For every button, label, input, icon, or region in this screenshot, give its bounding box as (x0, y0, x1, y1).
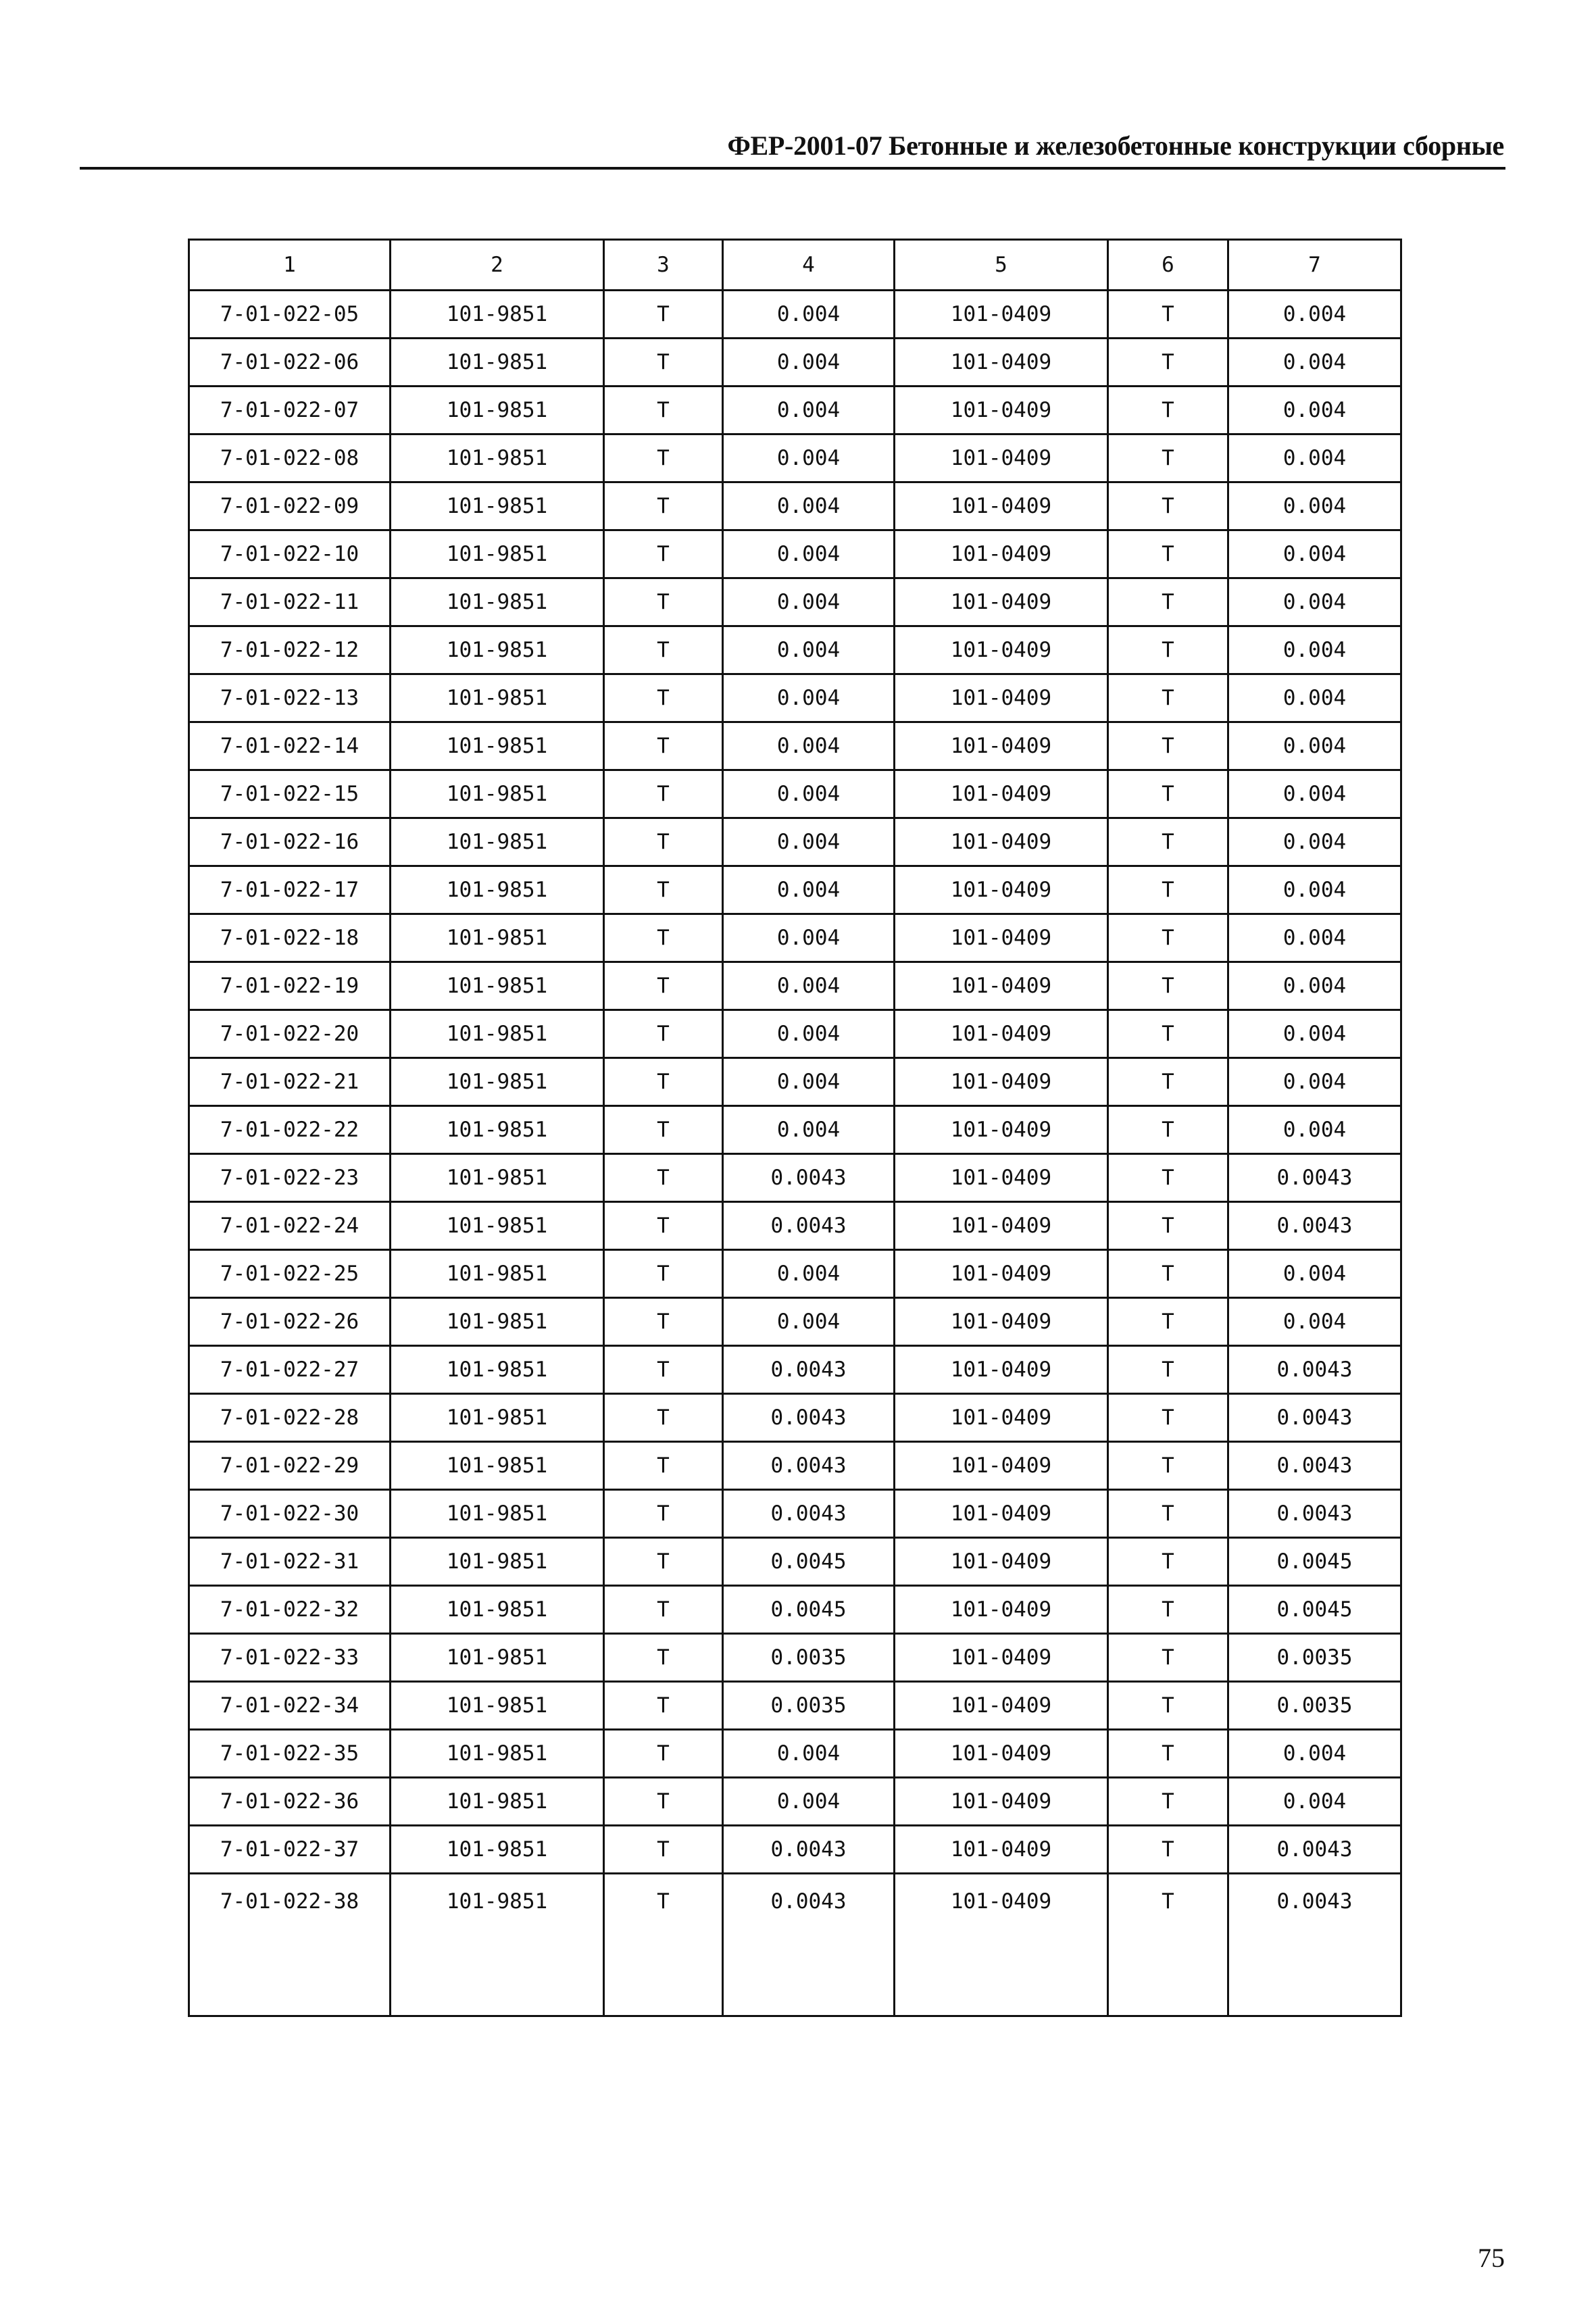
table-cell: Т (604, 962, 723, 1010)
table-cell: Т (604, 387, 723, 434)
table-cell: 7-01-022-15 (189, 770, 391, 818)
table-cell: Т (1108, 578, 1228, 626)
table-cell: 0.004 (723, 387, 895, 434)
table-row (189, 770, 1401, 818)
table-cell: 0.004 (1228, 291, 1401, 339)
table-cell: 0.004 (723, 1106, 895, 1154)
table-row (189, 291, 1401, 339)
table-cell: Т (604, 1874, 723, 2016)
table-cell: 101-9851 (391, 434, 604, 482)
table-cell: 0.004 (723, 1058, 895, 1106)
table-cell: 101-9851 (391, 674, 604, 722)
table-cell: 0.004 (723, 914, 895, 962)
table-cell: 7-01-022-12 (189, 626, 391, 674)
table-cell: Т (1108, 1490, 1228, 1538)
table-cell: Т (1108, 1394, 1228, 1442)
table-cell: 0.004 (1228, 578, 1401, 626)
table-cell: 101-9851 (391, 770, 604, 818)
table-cell: 0.004 (1228, 1106, 1401, 1154)
table-cell: 101-9851 (391, 1538, 604, 1586)
table-cell: Т (1108, 291, 1228, 339)
table-cell: Т (604, 914, 723, 962)
table-cell: 101-9851 (391, 578, 604, 626)
table-cell: 0.004 (1228, 339, 1401, 387)
table-cell: 101-0409 (895, 291, 1108, 339)
table-cell: Т (1108, 1538, 1228, 1586)
table-cell: 0.004 (723, 626, 895, 674)
table-cell: 0.004 (1228, 1058, 1401, 1106)
column-header: 4 (723, 240, 895, 291)
table-cell: 101-9851 (391, 482, 604, 530)
table-cell: Т (1108, 722, 1228, 770)
table-cell: 101-9851 (391, 1394, 604, 1442)
table-cell: 0.0043 (723, 1202, 895, 1250)
table-cell: 7-01-022-37 (189, 1826, 391, 1874)
table-cell: 0.004 (723, 1010, 895, 1058)
table-row (189, 1490, 1401, 1538)
table-cell: 0.004 (723, 1730, 895, 1778)
table-cell: 7-01-022-35 (189, 1730, 391, 1778)
table-row (189, 818, 1401, 866)
table-cell: 101-0409 (895, 1826, 1108, 1874)
table-cell: Т (1108, 530, 1228, 578)
table-cell: 0.0045 (1228, 1538, 1401, 1586)
table-cell: 0.0045 (723, 1538, 895, 1586)
table-cell: 101-0409 (895, 914, 1108, 962)
table-cell: 0.004 (1228, 674, 1401, 722)
table-cell: 0.004 (723, 482, 895, 530)
table-cell: Т (1108, 1442, 1228, 1490)
table-row (189, 387, 1401, 434)
table-cell: Т (604, 434, 723, 482)
table-cell: 101-9851 (391, 1874, 604, 2016)
table-cell: 0.004 (1228, 962, 1401, 1010)
table-cell: 101-9851 (391, 866, 604, 914)
table-cell: Т (604, 482, 723, 530)
table-cell: 101-9851 (391, 1298, 604, 1346)
table-cell: Т (1108, 1730, 1228, 1778)
table-cell: 0.0043 (1228, 1490, 1401, 1538)
table-cell: 101-0409 (895, 1250, 1108, 1298)
table-cell: 7-01-022-07 (189, 387, 391, 434)
page-number: 75 (1478, 2243, 1505, 2273)
table-cell: Т (604, 626, 723, 674)
page-header-title: ФЕР-2001-07 Бетонные и железобетонные конструкции сборные (727, 130, 1504, 161)
table-cell: 0.0043 (723, 1490, 895, 1538)
table-cell: 0.004 (723, 1778, 895, 1826)
table-cell: 101-9851 (391, 1826, 604, 1874)
table-cell: 101-9851 (391, 626, 604, 674)
table-cell: Т (604, 530, 723, 578)
table-cell: 101-9851 (391, 1154, 604, 1202)
table-cell: 0.0043 (1228, 1442, 1401, 1490)
table-cell: Т (1108, 962, 1228, 1010)
table-row (189, 1298, 1401, 1346)
table-cell: 101-0409 (895, 1634, 1108, 1682)
table-cell: 7-01-022-22 (189, 1106, 391, 1154)
table-cell: 101-0409 (895, 1586, 1108, 1634)
table-cell: 0.004 (723, 339, 895, 387)
table-cell: 101-9851 (391, 722, 604, 770)
table-cell: 101-9851 (391, 1682, 604, 1730)
table-cell: 0.004 (723, 291, 895, 339)
header-divider (80, 167, 1505, 170)
table-cell: Т (1108, 1058, 1228, 1106)
table-cell: Т (1108, 1826, 1228, 1874)
table-row (189, 1250, 1401, 1298)
table-cell: 7-01-022-19 (189, 962, 391, 1010)
table-cell: 0.004 (723, 722, 895, 770)
table-cell: 0.004 (723, 1250, 895, 1298)
column-header: 1 (189, 240, 391, 291)
table-cell: Т (604, 1058, 723, 1106)
table-cell: 0.004 (723, 674, 895, 722)
table-cell: 0.004 (1228, 482, 1401, 530)
table-cell: 7-01-022-32 (189, 1586, 391, 1634)
table-cell: 101-0409 (895, 1874, 1108, 2016)
table-cell: 101-9851 (391, 1490, 604, 1538)
table-cell: Т (604, 1634, 723, 1682)
table-cell: 0.0035 (723, 1682, 895, 1730)
table-cell: 7-01-022-10 (189, 530, 391, 578)
column-header: 5 (895, 240, 1108, 291)
table-row (189, 962, 1401, 1010)
table-cell: Т (1108, 1778, 1228, 1826)
table-cell: 7-01-022-23 (189, 1154, 391, 1202)
table-row (189, 1442, 1401, 1490)
table-cell: 0.0035 (723, 1634, 895, 1682)
table-cell: Т (604, 1682, 723, 1730)
table-cell: 101-9851 (391, 530, 604, 578)
table-cell: Т (1108, 1298, 1228, 1346)
table-cell: 101-0409 (895, 434, 1108, 482)
table-row (189, 1154, 1401, 1202)
table-cell: Т (604, 291, 723, 339)
table-cell: 101-0409 (895, 626, 1108, 674)
table-cell: 101-0409 (895, 1346, 1108, 1394)
table-cell: 0.004 (1228, 1778, 1401, 1826)
table-cell: 7-01-022-34 (189, 1682, 391, 1730)
table-cell: 7-01-022-31 (189, 1538, 391, 1586)
table-cell: Т (604, 866, 723, 914)
table-cell: 7-01-022-21 (189, 1058, 391, 1106)
table-cell: Т (604, 1778, 723, 1826)
table-cell: 7-01-022-16 (189, 818, 391, 866)
table-row (189, 1586, 1401, 1634)
table-cell: 0.004 (1228, 434, 1401, 482)
table-cell: 7-01-022-06 (189, 339, 391, 387)
table-cell: Т (1108, 866, 1228, 914)
table-cell: 0.0043 (1228, 1826, 1401, 1874)
table-cell: 0.004 (723, 1298, 895, 1346)
table-cell: 0.004 (1228, 818, 1401, 866)
table-cell: 101-0409 (895, 1394, 1108, 1442)
table-cell: 101-9851 (391, 962, 604, 1010)
table-cell: 101-9851 (391, 1250, 604, 1298)
table-cell: 0.004 (723, 530, 895, 578)
table-cell: 101-0409 (895, 866, 1108, 914)
table-cell: Т (1108, 1586, 1228, 1634)
column-header: 2 (391, 240, 604, 291)
table-cell: Т (604, 1250, 723, 1298)
table-cell: 0.0043 (723, 1442, 895, 1490)
table-cell: Т (1108, 914, 1228, 962)
table-row (189, 866, 1401, 914)
table-cell: 0.0043 (1228, 1154, 1401, 1202)
table-cell: Т (1108, 387, 1228, 434)
table-cell: 0.004 (723, 818, 895, 866)
column-header: 3 (604, 240, 723, 291)
table-row (189, 1874, 1401, 2016)
table-cell: 101-9851 (391, 1106, 604, 1154)
table-cell: Т (1108, 1346, 1228, 1394)
table-cell: Т (604, 1586, 723, 1634)
table-cell: Т (1108, 339, 1228, 387)
table-cell: Т (1108, 482, 1228, 530)
table-cell: 0.004 (723, 434, 895, 482)
table-cell: 7-01-022-33 (189, 1634, 391, 1682)
table-row (189, 1826, 1401, 1874)
table-cell: 101-9851 (391, 1586, 604, 1634)
table-cell: 101-9851 (391, 1442, 604, 1490)
table-cell: Т (1108, 1874, 1228, 2016)
table-cell: 101-9851 (391, 1202, 604, 1250)
table-cell: 7-01-022-08 (189, 434, 391, 482)
table-cell: Т (1108, 626, 1228, 674)
table-cell: 101-0409 (895, 1058, 1108, 1106)
table-cell: 101-9851 (391, 914, 604, 962)
table-cell: 0.004 (723, 578, 895, 626)
table-cell: 7-01-022-09 (189, 482, 391, 530)
table-cell: 7-01-022-38 (189, 1874, 391, 2016)
table-cell: 101-9851 (391, 818, 604, 866)
table-cell: 101-0409 (895, 1106, 1108, 1154)
table-cell: Т (604, 1394, 723, 1442)
table-cell: 0.0045 (723, 1586, 895, 1634)
table-cell: 7-01-022-26 (189, 1298, 391, 1346)
table-cell: 0.004 (1228, 387, 1401, 434)
table-cell: 0.004 (723, 962, 895, 1010)
table-cell: 0.004 (723, 770, 895, 818)
table-row (189, 674, 1401, 722)
table-cell: Т (1108, 818, 1228, 866)
table-cell: Т (604, 1538, 723, 1586)
table-cell: 7-01-022-36 (189, 1778, 391, 1826)
table-row (189, 1778, 1401, 1826)
table-cell: 0.004 (1228, 1730, 1401, 1778)
table-cell: Т (1108, 1154, 1228, 1202)
table-cell: Т (604, 770, 723, 818)
table-cell: 101-9851 (391, 1634, 604, 1682)
table-cell: 0.0043 (723, 1154, 895, 1202)
table-cell: 101-0409 (895, 770, 1108, 818)
table-cell: 101-0409 (895, 1154, 1108, 1202)
table-cell: 101-0409 (895, 962, 1108, 1010)
table-cell: 101-9851 (391, 1058, 604, 1106)
table-cell: 101-0409 (895, 578, 1108, 626)
table-cell: Т (604, 1730, 723, 1778)
table-cell: 101-0409 (895, 1490, 1108, 1538)
table-cell: 7-01-022-20 (189, 1010, 391, 1058)
table-row (189, 1058, 1401, 1106)
table-cell: 0.0043 (1228, 1874, 1401, 2016)
table-cell: Т (1108, 1682, 1228, 1730)
table-cell: 7-01-022-27 (189, 1346, 391, 1394)
table-cell: 7-01-022-24 (189, 1202, 391, 1250)
table-cell: 7-01-022-11 (189, 578, 391, 626)
table-cell: 101-0409 (895, 339, 1108, 387)
table-cell: 7-01-022-18 (189, 914, 391, 962)
table-cell: 0.004 (1228, 626, 1401, 674)
table-cell: 101-0409 (895, 1730, 1108, 1778)
table-cell: 7-01-022-28 (189, 1394, 391, 1442)
table-cell: Т (1108, 1010, 1228, 1058)
table-row (189, 482, 1401, 530)
table-cell: 101-9851 (391, 1778, 604, 1826)
table-cell: 0.0035 (1228, 1682, 1401, 1730)
column-header: 7 (1228, 240, 1401, 291)
table-row (189, 1682, 1401, 1730)
table-cell: 0.0043 (1228, 1202, 1401, 1250)
table-row (189, 1202, 1401, 1250)
table-cell: 101-9851 (391, 1010, 604, 1058)
table-cell: 101-0409 (895, 1778, 1108, 1826)
table-cell: 0.0043 (723, 1346, 895, 1394)
table-cell: 101-0409 (895, 1682, 1108, 1730)
table-cell: 101-9851 (391, 387, 604, 434)
table-cell: Т (1108, 1202, 1228, 1250)
table-cell: 7-01-022-29 (189, 1442, 391, 1490)
resource-table (188, 239, 1402, 2017)
table-cell: Т (604, 1106, 723, 1154)
table-cell: 101-9851 (391, 291, 604, 339)
table-cell: 101-0409 (895, 818, 1108, 866)
table-cell: Т (1108, 1634, 1228, 1682)
table-cell: 0.004 (1228, 530, 1401, 578)
table-cell: 101-0409 (895, 674, 1108, 722)
table-cell: Т (1108, 1106, 1228, 1154)
table-cell: 7-01-022-13 (189, 674, 391, 722)
table-cell: Т (1108, 674, 1228, 722)
table-cell: 101-0409 (895, 387, 1108, 434)
table-cell: Т (604, 1154, 723, 1202)
table-row (189, 626, 1401, 674)
table-row (189, 1106, 1401, 1154)
table-cell: Т (604, 1346, 723, 1394)
table-cell: 7-01-022-17 (189, 866, 391, 914)
table-cell: Т (604, 1826, 723, 1874)
table-cell: 0.004 (1228, 1250, 1401, 1298)
table-cell: Т (604, 1442, 723, 1490)
table-cell: 7-01-022-30 (189, 1490, 391, 1538)
column-header: 6 (1108, 240, 1228, 291)
table-row (189, 1010, 1401, 1058)
table-cell: Т (604, 818, 723, 866)
table-cell: 0.0043 (723, 1826, 895, 1874)
table-cell: Т (604, 1490, 723, 1538)
table-cell: 101-0409 (895, 1010, 1108, 1058)
table-cell: 0.004 (1228, 914, 1401, 962)
table-cell: Т (604, 674, 723, 722)
table-cell: 7-01-022-14 (189, 722, 391, 770)
table-cell: 101-0409 (895, 530, 1108, 578)
table-cell: 0.004 (1228, 770, 1401, 818)
table-body (189, 240, 1401, 2016)
table-cell: 101-0409 (895, 1202, 1108, 1250)
table-cell: Т (604, 1298, 723, 1346)
table-row (189, 530, 1401, 578)
table-row (189, 1538, 1401, 1586)
table-cell: Т (604, 722, 723, 770)
table-row (189, 1346, 1401, 1394)
table-cell: 101-0409 (895, 1442, 1108, 1490)
table-cell: 101-9851 (391, 1730, 604, 1778)
table-header-row (189, 240, 1401, 291)
table-cell: Т (604, 1010, 723, 1058)
table-cell: 101-0409 (895, 722, 1108, 770)
table-row (189, 1394, 1401, 1442)
table-cell: Т (1108, 1250, 1228, 1298)
table-row (189, 914, 1401, 962)
table-cell: Т (1108, 770, 1228, 818)
table-cell: 101-0409 (895, 1298, 1108, 1346)
table-cell: 0.0043 (1228, 1394, 1401, 1442)
table-cell: 101-9851 (391, 1346, 604, 1394)
table-row (189, 434, 1401, 482)
table-cell: 0.0035 (1228, 1634, 1401, 1682)
table-cell: Т (604, 578, 723, 626)
table-cell: 0.0043 (723, 1874, 895, 2016)
table-cell: 0.004 (1228, 866, 1401, 914)
table-cell: 0.004 (723, 866, 895, 914)
table-row (189, 722, 1401, 770)
table-cell: 0.004 (1228, 1298, 1401, 1346)
table-row (189, 1730, 1401, 1778)
table-cell: 101-9851 (391, 339, 604, 387)
table-cell: Т (1108, 434, 1228, 482)
table-cell: 0.0045 (1228, 1586, 1401, 1634)
table-cell: Т (604, 339, 723, 387)
table-cell: 0.004 (1228, 722, 1401, 770)
table-cell: 7-01-022-05 (189, 291, 391, 339)
table-cell: 101-0409 (895, 482, 1108, 530)
table-cell: 0.0043 (1228, 1346, 1401, 1394)
table-cell: 101-0409 (895, 1538, 1108, 1586)
table-row (189, 578, 1401, 626)
table-cell: 0.004 (1228, 1010, 1401, 1058)
table-cell: 7-01-022-25 (189, 1250, 391, 1298)
table-cell: Т (604, 1202, 723, 1250)
table-row (189, 339, 1401, 387)
table-row (189, 1634, 1401, 1682)
table-cell: 0.0043 (723, 1394, 895, 1442)
